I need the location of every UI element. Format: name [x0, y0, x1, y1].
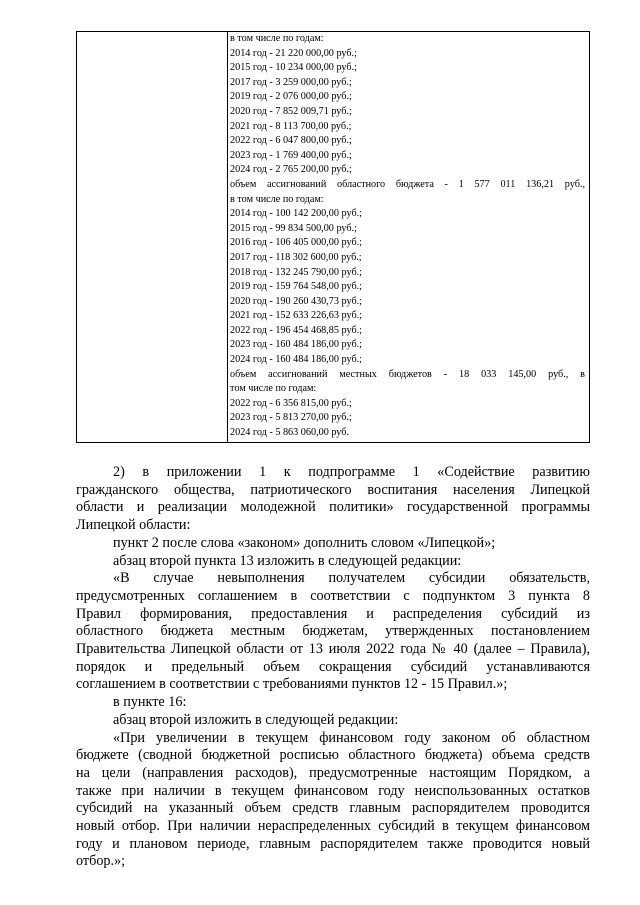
funding-table-cell — [230, 32, 585, 441]
paragraph-appendix-1 — [76, 464, 590, 535]
table-line: 2017 год - 3 259 000,00 руб.; — [230, 76, 352, 88]
table-line: 2022 год - 6 356 815,00 руб.; — [230, 397, 352, 409]
table-line: 2014 год - 21 220 000,00 руб.; — [230, 47, 357, 59]
paragraph-item-2: пункт 2 после слова «законом» дополнить словом «Липецкой»; — [113, 534, 496, 551]
funding-table — [76, 31, 590, 443]
text-line: новый отбор. При наличии нераспределенных субсидий в текущем финансовом — [76, 818, 590, 835]
table-line: 2020 год - 7 852 009,71 руб.; — [230, 105, 352, 117]
table-line: 2018 год - 132 245 790,00 руб.; — [230, 266, 363, 278]
text-line: отбор.»; — [76, 853, 126, 870]
text-line: порядок и предельный объем сокращения субсидий устанавливаются — [76, 658, 590, 675]
table-line: в том числе по годам: — [230, 193, 324, 205]
table-line: 2020 год - 190 260 430,73 руб.; — [230, 295, 363, 307]
paragraph-item-13: абзац второй пункта 13 изложить в следующей редакции: — [113, 552, 462, 569]
paragraph-item-16: в пункте 16: — [113, 694, 187, 711]
text-line: Правительства Липецкой области от 13 июля 2022 года № 40 (далее – Правила), — [76, 641, 590, 658]
table-line: 2022 год - 196 454 468,85 руб.; — [230, 324, 363, 336]
paragraph-quote-13 — [76, 570, 590, 694]
table-line: 2023 год - 5 813 270,00 руб.; — [230, 412, 352, 424]
table-line: 2017 год - 118 302 600,00 руб.; — [230, 251, 362, 263]
text-line: гражданского общества, патриотического воспитания населения Липецкой — [76, 481, 590, 498]
text-line: предусмотренных соглашением в соответствии с подпунктом 3 пункта 8 — [76, 587, 590, 604]
text-line: областного бюджета местным бюджетам, утвержденных постановлением — [76, 623, 590, 640]
table-line: 2023 год - 1 769 400,00 руб.; — [230, 149, 352, 161]
paragraph-quote-16 — [76, 730, 590, 872]
table-line: 2015 год - 10 234 000,00 руб.; — [230, 62, 357, 74]
table-line: 2021 год - 152 633 226,63 руб.; — [230, 310, 363, 322]
table-line: том числе по годам: — [230, 383, 317, 395]
text-line: Правил формирования, предоставления и распределения субсидий из — [76, 605, 590, 622]
table-line: 2024 год - 5 863 060,00 руб. — [230, 427, 349, 439]
table-line: 2015 год - 99 834 500,00 руб.; — [230, 222, 357, 234]
text-line: 2) в приложении 1 к подпрограмме 1 «Содействие развитию — [113, 464, 590, 480]
text-line: «При увеличении в текущем финансовом году законом об областном — [113, 729, 590, 746]
text-line: соглашением в соответствии с требованиями пунктов 12 - 15 Правил.»; — [76, 676, 508, 693]
text-line: субсидий на указанный объем средств главным распорядителем проводится — [76, 800, 590, 817]
text-line: году и плановом периоде, главным распорядителем также проводится новый — [76, 835, 590, 852]
text-line: бюджете (сводной бюджетной росписью областного бюджета) объема средств — [76, 747, 590, 764]
table-line: объем ассигнований областного бюджета - 1 577 011 136,21 руб., — [230, 178, 585, 190]
table-line: в том числе по годам: — [230, 33, 324, 44]
text-line: «В случае невыполнения получателем субсидии обязательств, — [113, 570, 590, 587]
table-line: 2024 год - 160 484 186,00 руб.; — [230, 354, 363, 366]
text-line: Липецкой области: — [76, 517, 191, 534]
table-line: 2024 год - 2 765 200,00 руб.; — [230, 164, 352, 176]
table-line: 2021 год - 8 113 700,00 руб.; — [230, 120, 352, 132]
table-line: объем ассигнований местных бюджетов - 18 033 145,00 руб., в — [230, 368, 585, 380]
paragraph-second-abzac: абзац второй изложить в следующей редакции: — [113, 711, 399, 728]
table-line: 2014 год - 100 142 200,00 руб.; — [230, 208, 363, 220]
table-column-divider — [227, 32, 228, 442]
text-line: также при наличии в текущем финансовом году неиспользованных остатков — [76, 782, 590, 799]
table-line: 2019 год - 2 076 000,00 руб.; — [230, 91, 352, 103]
text-line: области и реализации молодежной политики» государственной программы — [76, 499, 590, 516]
text-line: на цели (направления расходов), предусмотренные настоящим Порядком, а — [76, 764, 590, 781]
table-line: 2016 год - 106 405 000,00 руб.; — [230, 237, 363, 249]
table-line: 2019 год - 159 764 548,00 руб.; — [230, 281, 363, 293]
table-line: 2023 год - 160 484 186,00 руб.; — [230, 339, 363, 351]
amendment-text — [76, 464, 590, 871]
table-line: 2022 год - 6 047 800,00 руб.; — [230, 135, 352, 147]
